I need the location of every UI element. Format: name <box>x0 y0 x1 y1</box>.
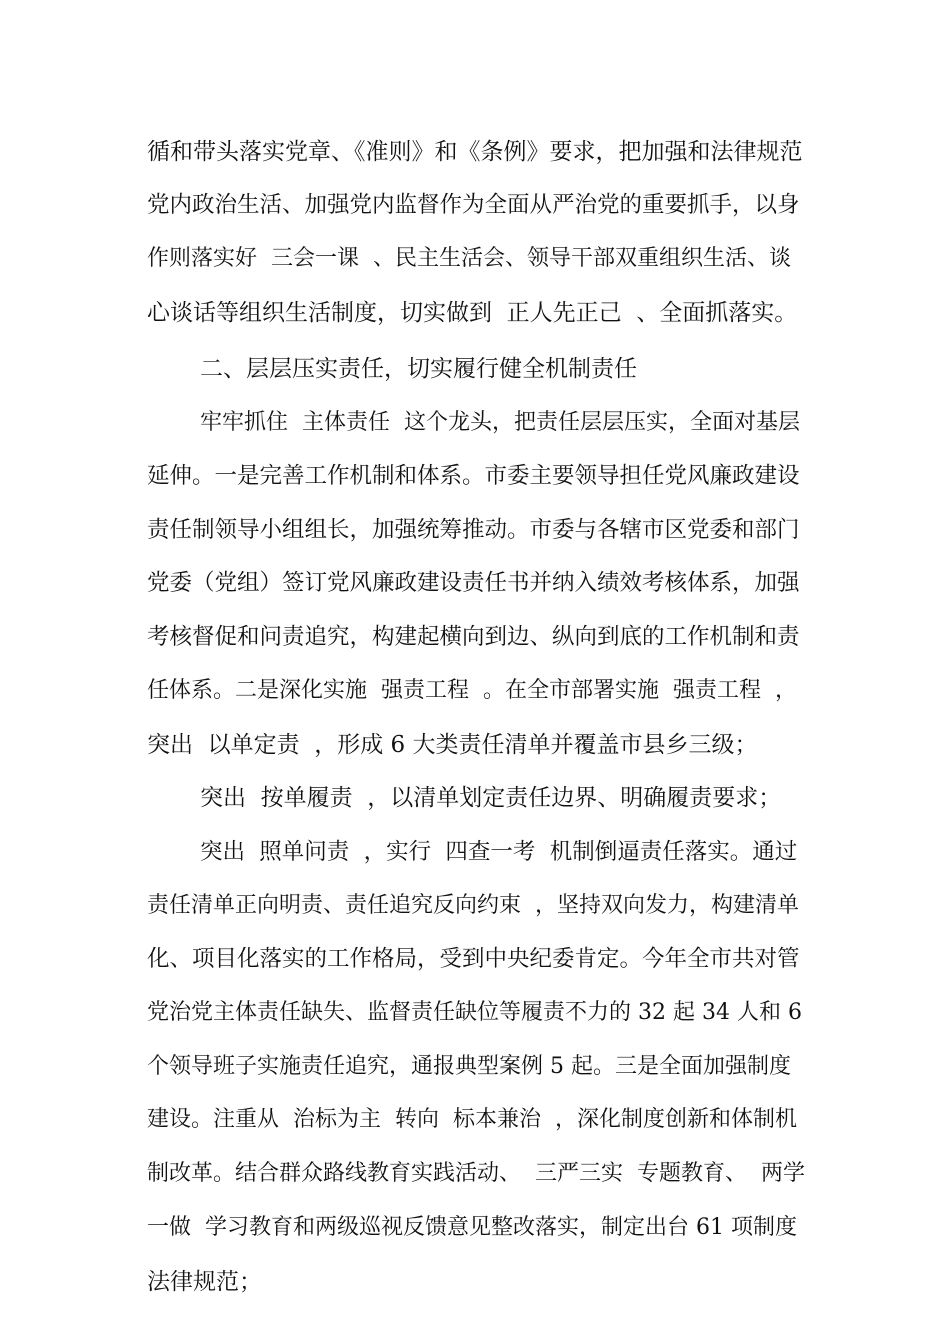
text-line: 责任清单正向明责、责任追究反向约束 ，坚持双向发力，构建清单 <box>147 893 799 918</box>
text-line: 党治党主体责任缺失、监督责任缺位等履责不力的 32 起 34 人和 6 <box>147 1000 802 1025</box>
text-line: 制改革。结合群众路线教育实践活动、 三严三实 专题教育、 两学 <box>147 1161 805 1186</box>
text-line: 延伸。一是完善工作机制和体系。市委主要领导担任党风廉政建设 <box>147 463 800 489</box>
text-line: 循和带头落实党章、《准则》和《条例》要求，把加强和法律规范 <box>147 139 803 165</box>
text-line: 突出 按单履责 ，以清单划定责任边界、明确履责要求； <box>200 785 782 811</box>
text-line: 化、项目化落实的工作格局，受到中央纪委肯定。今年全市共对管 <box>147 946 800 972</box>
text-line: 作则落实好 三会一课 、民主生活会、领导干部双重组织生活、谈 <box>147 246 791 271</box>
text-line: 突出 照单问责 ，实行 四查一考 机制倒逼责任落实。通过 <box>200 839 798 865</box>
section-heading: 二、层层压实责任，切实履行健全机制责任 <box>200 356 637 382</box>
text-line: 党内政治生活、加强党内监督作为全面从严治党的重要抓手，以身 <box>147 192 800 218</box>
text-line: 法律规范； <box>147 1269 262 1295</box>
text-line: 任体系。二是深化实施 强责工程 。在全市部署实施 强责工程 ， <box>147 678 797 703</box>
text-line: 建设。注重从 治标为主 转向 标本兼治 ，深化制度创新和体制机 <box>147 1107 797 1132</box>
text-line: 一做 学习教育和两级巡视反馈意见整改落实，制定出台 61 项制度 <box>147 1215 797 1240</box>
text-line: 党委（党组）签订党风廉政建设责任书并纳入绩效考核体系，加强 <box>147 570 800 596</box>
text-line: 牢牢抓住 主体责任 这个龙头，把责任层层压实，全面对基层 <box>200 410 800 435</box>
text-line: 考核督促和问责追究，构建起横向到边、纵向到底的工作机制和责 <box>147 624 800 650</box>
text-line: 个领导班子实施责任追究，通报典型案例 5 起。三是全面加强制度 <box>147 1054 791 1079</box>
text-line: 心谈话等组织生活制度，切实做到 正人先正己 、全面抓落实。 <box>147 300 798 326</box>
text-line: 突出 以单定责 ，形成 6 大类责任清单并覆盖市县乡三级； <box>147 732 758 758</box>
text-line: 责任制领导小组组长，加强统筹推动。市委与各辖市区党委和部门 <box>147 517 800 543</box>
